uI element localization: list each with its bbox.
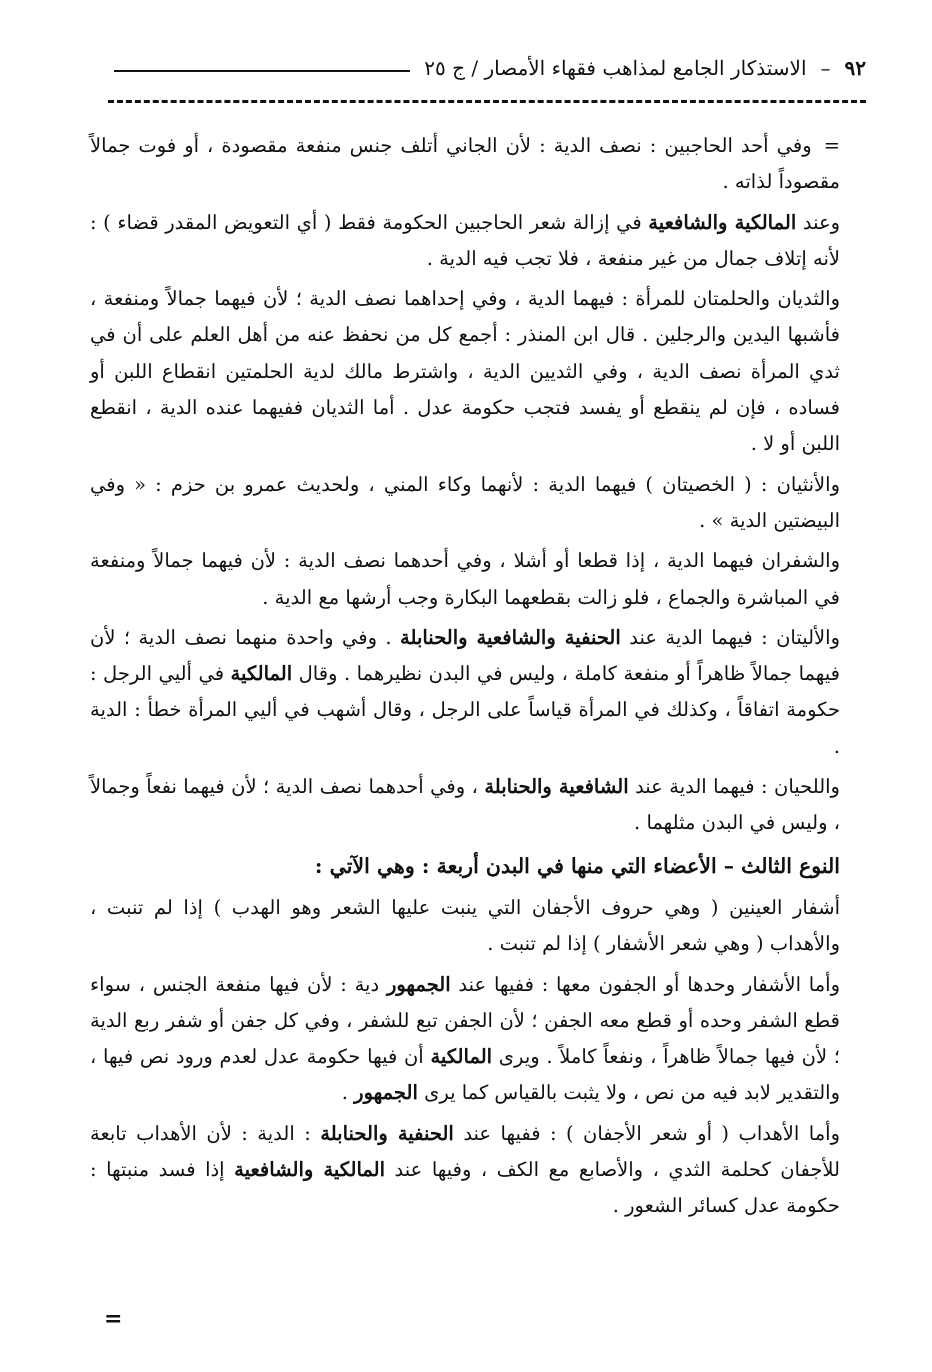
paragraph-eyelid-rims [90, 890, 840, 963]
paragraph-text: وأما الأهداب ( أو شعر الأجفان ) : ففيها عند [463, 1121, 840, 1145]
continuation-mark-end: = [104, 1306, 123, 1332]
header-separator: – [820, 56, 831, 80]
paragraph-text: وفي أحد الحاجبين : نصف الدية : لأن الجاني أتلف جنس منفعة مقصودة ، أو فوت جمالاً مقصوداً لذاته . [90, 134, 840, 194]
section-heading: النوع الثالث – الأعضاء التي منها في البدن أربعة : وهي الآتي : [314, 853, 840, 878]
paragraph-text: دية : لأن فيها منفعة الجنس ، سواء قطع الشفر وحده أو قطع معه الجفن ؛ لأن الجفن تبع للشفر ، وفي كل جفن أو شفر ربع الدية ؛ لأن فيها جمالاً ظاهراً ، ونفعاً كاملاً . ويرى [90, 972, 840, 1069]
paragraph-text: ، وفي أحدهما نصف الدية ؛ لأن فيهما نفعاً وجمالاً ، وليس في البدن مثلهما . [90, 775, 840, 835]
emphasis-text: المالكية والشافعية [234, 1158, 386, 1182]
paragraph-eyelids [90, 967, 840, 1112]
paragraph-text: وعند [802, 210, 841, 234]
running-header [108, 56, 866, 80]
running-title: الاستذكار الجامع لمذاهب فقهاء الأمصار / ج ٢٥ [424, 56, 807, 80]
emphasis-text: المالكية [430, 1045, 493, 1069]
paragraph-text: والشفران فيهما الدية ، إذا قطعا أو أشلا ، وفي أحدهما نصف الدية : لأن فيهما جمالاً ومنفعة في المباشرة والجماع ، فلو زالت بقطعهما البكارة وجب أرشها مع الدية . [90, 549, 840, 609]
paragraph-text: والثديان والحلمتان للمرأة : فيهما الدية ، وفي إحداهما نصف الدية ؛ لأن فيهما جمالاً ومنفعة ، فأشبها اليدين والرجلين . قال ابن المنذر : أجمع كل من نحفظ عنه من أهل العلم على أن في ثدي المرأة نصف الدية ، وفي الثديين الدية ، واشترط مالك لدية الحلمتين انقطاع اللبن أو فساده ، فإن لم ينقطع أو يفسد فتجب حكومة عدل . أما الثديان ففيهما عنده الدية ، انقطع اللبن أو لا . [90, 287, 840, 456]
header-dashed-divider [108, 100, 866, 103]
emphasis-text: المالكية [230, 662, 293, 686]
emphasis-text: الحنفية والحنابلة [320, 1121, 454, 1145]
paragraph-breasts [90, 281, 840, 462]
paragraph-testicles [90, 467, 840, 540]
paragraph-text: والأليتان : فيهما الدية عند [629, 625, 840, 649]
paragraph-text: أن فيها حكومة عدل لعدم ورود نص فيها ، والتقدير لابد فيه من نص ، ولا يثبت بالقياس كما يرى [90, 1045, 840, 1105]
emphasis-text: الشافعية والحنابلة [484, 775, 629, 799]
paragraph-labia [90, 543, 840, 616]
paragraph-jaws [90, 769, 840, 842]
paragraph-eyebrows [90, 128, 840, 201]
paragraph-text: . وفي واحدة منهما نصف الدية ؛ لأن فيهما جمالاً ظاهراً أو منفعة كاملة ، وليس في البدن نظيرهما . وقال [90, 625, 840, 686]
paragraph-eyelashes [90, 1116, 840, 1225]
emphasis-text: الحنفية والشافعية والحنابلة [400, 625, 621, 649]
paragraph-text: واللحيان : فيهما الدية عند [635, 775, 840, 799]
emphasis-text: الجمهور [354, 1081, 418, 1105]
paragraph-text: والأنثيان : ( الخصيتان ) فيهما الدية : لأنهما وكاء المني ، ولحديث عمرو بن حزم : « وفي البيضتين الدية » . [90, 472, 840, 532]
emphasis-text: الجمهور [386, 972, 451, 996]
continuation-mark-start: = [823, 134, 840, 157]
paragraph-text: في إزالة شعر الحاجبين الحكومة فقط ( أي التعويض المقدر قضاء ) : لأنه إتلاف جمال من غير منفعة ، فلا تجب فيه الدية . [90, 210, 840, 270]
paragraph-text: إذا فسد منبتها : حكومة عدل كسائر الشعور . [90, 1158, 840, 1218]
emphasis-text: المالكية والشافعية [648, 210, 797, 234]
paragraph-text: . [341, 1081, 348, 1105]
paragraph-text: أشفار العينين ( وهي حروف الأجفان التي ينبت عليها الشعر وهو الهدب ) إذا لم تنبت ، والأهداب ( وهي شعر الأشفار ) إذا لم تنبت . [90, 895, 840, 956]
page-number: ٩٢ [844, 56, 866, 80]
paragraph-buttocks [90, 620, 840, 765]
paragraph-eyebrows-maliki [90, 205, 840, 278]
paragraph-text: وأما الأشفار وحدها أو الجفون معها : ففيها عند [458, 972, 840, 996]
paragraph-text: : الدية : لأن الأهداب تابعة للأجفان كحلمة الثدي ، والأصابع مع الكف ، وفيها عند [90, 1121, 840, 1182]
page-body [90, 128, 840, 1229]
header-rule [114, 70, 410, 72]
paragraph-text: في أليي الرجل : حكومة اتفاقاً ، وكذلك في المرأة قياساً على الرجل ، وقال أشهب في أليي المرأة خطأ : الدية . [90, 662, 840, 758]
